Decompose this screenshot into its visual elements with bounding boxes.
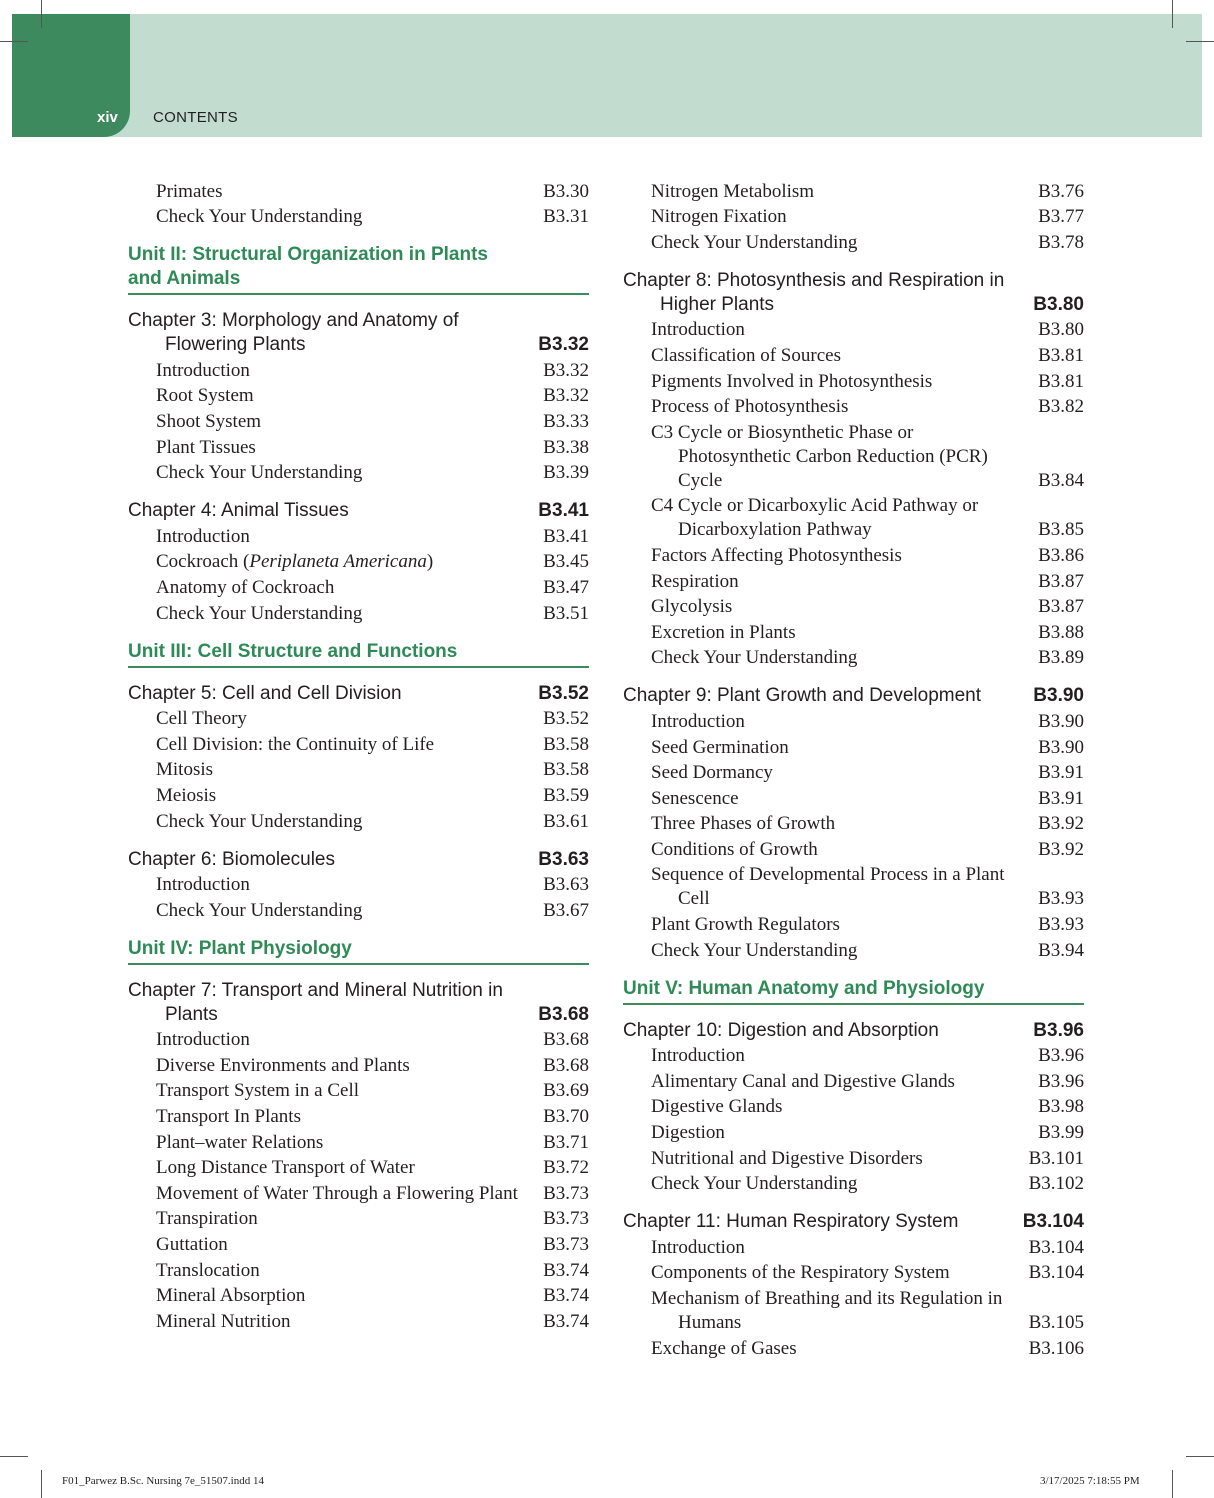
entry-page: B3.94 — [1038, 939, 1084, 961]
chapter-title: Chapter 9: Plant Growth and Development — [623, 685, 982, 707]
chapter-page: B3.52 — [538, 682, 589, 704]
entry-page: B3.84 — [1038, 469, 1084, 491]
entry-page: B3.99 — [1038, 1122, 1084, 1144]
entry-title: Anatomy of Cockroach — [156, 576, 335, 598]
chapter-title: Chapter 5: Cell and Cell Division — [128, 682, 402, 704]
entry-page: B3.104 — [1028, 1236, 1084, 1258]
crop-mark — [0, 1456, 28, 1457]
entry-title: Check Your Understanding — [156, 206, 363, 228]
toc-entry[interactable] — [128, 1028, 589, 1052]
toc-entry[interactable] — [128, 1156, 589, 1180]
toc-entry[interactable] — [623, 787, 1084, 811]
crop-mark — [41, 1470, 42, 1498]
entry-title: C3 Cycle or Biosynthetic Phase or Photosynthetic Carbon Reduction (PCR) Cycle — [651, 421, 988, 491]
entry-page: B3.90 — [1038, 736, 1084, 758]
entry-page: B3.102 — [1028, 1173, 1084, 1195]
chapter-title: Chapter 10: Digestion and Absorption — [623, 1019, 939, 1041]
toc-entry[interactable] — [128, 733, 589, 757]
toc-entry[interactable] — [128, 205, 589, 229]
entry-page: B3.85 — [1038, 519, 1084, 541]
toc-entry[interactable] — [623, 863, 1084, 911]
entry-title: Check Your Understanding — [156, 602, 363, 624]
entry-title: Nitrogen Fixation — [651, 206, 787, 228]
toc-entry[interactable] — [623, 1287, 1084, 1335]
entry-title: Transpiration — [156, 1208, 258, 1230]
toc-entry[interactable] — [623, 812, 1084, 836]
entry-title: Nitrogen Metabolism — [651, 180, 815, 202]
toc-entry[interactable] — [128, 359, 589, 383]
toc-entry[interactable] — [128, 1310, 589, 1334]
toc-entry[interactable] — [128, 1233, 589, 1257]
page-number: xiv — [97, 109, 118, 126]
toc-entry[interactable] — [128, 873, 589, 897]
entry-page: B3.76 — [1038, 180, 1084, 202]
chapter-entry[interactable] — [623, 1019, 1084, 1043]
entry-page: B3.63 — [543, 874, 589, 896]
entry-title: Components of the Respiratory System — [651, 1262, 950, 1284]
entry-title: Seed Dormancy — [651, 762, 773, 784]
entry-title: Pigments Involved in Photosynthesis — [651, 370, 933, 392]
entry-page: B3.87 — [1038, 596, 1084, 618]
entry-title: Check Your Understanding — [156, 462, 363, 484]
entry-title: Check Your Understanding — [651, 647, 858, 669]
entry-title: Sequence of Developmental Process in a Plant Cell — [651, 864, 1005, 910]
entry-page: B3.74 — [543, 1259, 589, 1281]
toc-entry[interactable] — [623, 1044, 1084, 1068]
toc-entry[interactable] — [128, 1105, 589, 1129]
entry-title: Guttation — [156, 1234, 228, 1256]
entry-page: B3.77 — [1038, 206, 1084, 228]
toc-entry[interactable] — [128, 436, 589, 460]
entry-title: Transport System in a Cell — [156, 1080, 360, 1102]
toc-entry[interactable] — [623, 1261, 1084, 1285]
chapter-title: Chapter 6: Biomolecules — [128, 848, 335, 870]
chapter-title: Chapter 8: Photosynthesis and Respiration in Higher Plants — [623, 269, 1005, 315]
entry-title: Movement of Water Through a Flowering Plant — [156, 1182, 518, 1204]
entry-page: B3.58 — [543, 733, 589, 755]
entry-page: B3.92 — [1038, 813, 1084, 835]
chapter-title: Chapter 4: Animal Tissues — [128, 500, 349, 522]
entry-title: Check Your Understanding — [651, 939, 858, 961]
unit-heading: Unit V: Human Anatomy and Physiology — [623, 977, 1084, 1005]
entry-title: Introduction — [156, 359, 250, 381]
chapter-entry[interactable] — [623, 684, 1084, 708]
toc-entry[interactable] — [623, 1121, 1084, 1145]
entry-title: Cell Theory — [156, 708, 247, 730]
entry-page: B3.38 — [543, 436, 589, 458]
chapter-entry[interactable] — [623, 1210, 1084, 1234]
entry-page: B3.45 — [543, 551, 589, 573]
chapter-entry[interactable] — [128, 848, 589, 872]
toc-entry[interactable] — [623, 494, 1084, 542]
entry-title: Classification of Sources — [651, 344, 841, 366]
chapter-entry[interactable] — [128, 682, 589, 706]
toc-entry[interactable] — [623, 395, 1084, 419]
entry-title: Meiosis — [156, 784, 217, 806]
entry-page: B3.81 — [1038, 370, 1084, 392]
chapter-entry[interactable] — [128, 309, 589, 357]
entry-title: Introduction — [156, 1029, 250, 1051]
toc-entry[interactable] — [623, 370, 1084, 394]
entry-page: B3.74 — [543, 1285, 589, 1307]
entry-page: B3.52 — [543, 708, 589, 730]
chapter-entry[interactable] — [128, 499, 589, 523]
entry-title: Primates — [156, 180, 223, 202]
chapter-page: B3.32 — [538, 334, 589, 356]
toc-entry[interactable] — [128, 180, 589, 204]
toc-entry[interactable] — [623, 1095, 1084, 1119]
entry-title: Introduction — [156, 874, 250, 896]
entry-page: B3.92 — [1038, 838, 1084, 860]
crop-mark — [1186, 41, 1214, 42]
entry-title: Digestive Glands — [651, 1096, 783, 1118]
chapter-page: B3.80 — [1033, 293, 1084, 315]
entry-page: B3.31 — [543, 206, 589, 228]
toc-entry[interactable] — [128, 1259, 589, 1283]
entry-title: Introduction — [651, 319, 745, 341]
crop-mark — [1172, 1470, 1173, 1498]
entry-title: Mitosis — [156, 759, 214, 781]
toc-entry[interactable] — [128, 550, 589, 574]
entry-page: B3.61 — [543, 810, 589, 832]
entry-title: Excretion in Plants — [651, 621, 796, 643]
entry-page: B3.72 — [543, 1157, 589, 1179]
unit-heading: Unit II: Structural Organization in Plants and Animals — [128, 243, 589, 295]
entry-page: B3.105 — [1028, 1312, 1084, 1333]
entry-page: B3.39 — [543, 462, 589, 484]
chapter-page: B3.63 — [538, 848, 589, 870]
entry-page: B3.67 — [543, 899, 589, 921]
toc-right-column — [623, 178, 1084, 1361]
unit-heading: Unit III: Cell Structure and Functions — [128, 640, 589, 668]
entry-title: Process of Photosynthesis — [651, 396, 849, 418]
toc-entry[interactable] — [623, 180, 1084, 204]
entry-page: B3.101 — [1028, 1147, 1084, 1169]
chapter-page: B3.90 — [1033, 685, 1084, 707]
entry-page: B3.90 — [1038, 710, 1084, 732]
entry-page: B3.74 — [543, 1310, 589, 1332]
entry-title: Conditions of Growth — [651, 838, 818, 860]
entry-title-italic: Periplaneta Americana — [249, 551, 427, 573]
entry-page: B3.93 — [1038, 888, 1084, 910]
entry-page: B3.87 — [1038, 570, 1084, 592]
entry-page: B3.96 — [1038, 1070, 1084, 1092]
entry-page: B3.59 — [543, 784, 589, 806]
crop-mark — [1172, 0, 1173, 28]
entry-page: B3.41 — [543, 525, 589, 547]
entry-page: B3.91 — [1038, 762, 1084, 784]
entry-title: Digestion — [651, 1122, 725, 1144]
toc-entry[interactable] — [623, 736, 1084, 760]
entry-title: Seed Germination — [651, 736, 789, 758]
chapter-page: B3.104 — [1022, 1211, 1084, 1233]
toc-entry[interactable] — [623, 1337, 1084, 1361]
entry-title: Factors Affecting Photosynthesis — [651, 544, 902, 566]
chapter-title: Chapter 3: Morphology and Anatomy of Flowering Plants — [128, 310, 459, 356]
footer-file-info: F01_Parwez B.Sc. Nursing 7e_51507.indd 14 — [62, 1475, 264, 1487]
entry-page: B3.69 — [543, 1080, 589, 1102]
entry-title: Three Phases of Growth — [651, 813, 836, 835]
chapter-title: Chapter 7: Transport and Mineral Nutrition in Plants — [128, 979, 503, 1025]
chapter-page: B3.96 — [1033, 1019, 1084, 1041]
toc-entry[interactable] — [128, 525, 589, 549]
toc-entry[interactable] — [623, 570, 1084, 594]
unit-heading: Unit IV: Plant Physiology — [128, 937, 589, 965]
toc-entry[interactable] — [128, 1054, 589, 1078]
entry-title: Nutritional and Digestive Disorders — [651, 1147, 923, 1169]
entry-title: Alimentary Canal and Digestive Glands — [651, 1070, 955, 1092]
entry-page: B3.58 — [543, 759, 589, 781]
entry-title: Mechanism of Breathing and its Regulation in Humans — [651, 1288, 1003, 1333]
entry-title-start: Cockroach ( — [156, 551, 250, 573]
chapter-entry[interactable] — [128, 979, 589, 1027]
toc-entry[interactable] — [623, 595, 1084, 619]
entry-title: Senescence — [651, 787, 739, 809]
entry-title: Plant Tissues — [156, 436, 256, 458]
entry-title: Shoot System — [156, 410, 262, 432]
toc-entry[interactable] — [623, 1172, 1084, 1196]
entry-page: B3.32 — [543, 385, 589, 407]
entry-title: Plant Growth Regulators — [651, 914, 840, 936]
entry-page: B3.47 — [543, 576, 589, 598]
entry-page: B3.96 — [1038, 1045, 1084, 1067]
toc-entry[interactable] — [128, 784, 589, 808]
entry-title: Transport In Plants — [156, 1106, 301, 1128]
toc-entry[interactable] — [623, 544, 1084, 568]
entry-title: Check Your Understanding — [156, 899, 363, 921]
entry-page: B3.73 — [543, 1208, 589, 1230]
entry-title: Translocation — [156, 1259, 260, 1281]
entry-page: B3.32 — [543, 359, 589, 381]
chapter-page: B3.68 — [538, 1003, 589, 1025]
toc-entry[interactable] — [128, 602, 589, 626]
entry-page: B3.82 — [1038, 396, 1084, 418]
toc-entry[interactable] — [623, 621, 1084, 645]
entry-page: B3.70 — [543, 1106, 589, 1128]
toc-entry[interactable] — [128, 899, 589, 923]
entry-title: Introduction — [156, 525, 250, 547]
entry-title: Diverse Environments and Plants — [156, 1054, 410, 1076]
entry-title — [156, 550, 535, 574]
toc-entry[interactable] — [623, 1147, 1084, 1171]
entry-page: B3.93 — [1038, 914, 1084, 936]
entry-page: B3.89 — [1038, 647, 1084, 669]
entry-page: B3.88 — [1038, 621, 1084, 643]
toc-entry[interactable] — [623, 231, 1084, 255]
toc-left-column — [128, 178, 589, 1334]
entry-title: Cell Division: the Continuity of Life — [156, 733, 435, 755]
entry-title: Exchange of Gases — [651, 1337, 797, 1359]
toc-entry[interactable] — [623, 710, 1084, 734]
entry-page: B3.68 — [543, 1054, 589, 1076]
entry-title: Mineral Absorption — [156, 1285, 306, 1307]
entry-title: Root System — [156, 385, 254, 407]
entry-page: B3.106 — [1028, 1337, 1084, 1359]
toc-entry[interactable] — [128, 576, 589, 600]
entry-page: B3.30 — [543, 180, 589, 202]
entry-title: Plant–water Relations — [156, 1131, 324, 1153]
toc-entry[interactable] — [128, 384, 589, 408]
toc-entry[interactable] — [128, 810, 589, 834]
toc-entry[interactable] — [623, 205, 1084, 229]
entry-title: Check Your Understanding — [651, 1173, 858, 1195]
footer-timestamp: 3/17/2025 7:18:55 PM — [1040, 1475, 1140, 1487]
crop-mark — [41, 0, 42, 28]
entry-page: B3.33 — [543, 410, 589, 432]
toc-entry[interactable] — [128, 1131, 589, 1155]
entry-title: Mineral Nutrition — [156, 1310, 291, 1332]
toc-entry[interactable] — [623, 646, 1084, 670]
entry-page: B3.80 — [1038, 319, 1084, 341]
toc-entry[interactable] — [128, 461, 589, 485]
entry-title: Introduction — [651, 1236, 745, 1258]
entry-page: B3.91 — [1038, 787, 1084, 809]
entry-page: B3.68 — [543, 1029, 589, 1051]
toc-entry[interactable] — [128, 1182, 589, 1206]
entry-page: B3.78 — [1038, 231, 1084, 253]
crop-mark — [0, 41, 28, 42]
entry-title: Respiration — [651, 570, 739, 592]
entry-page: B3.104 — [1028, 1262, 1084, 1284]
toc-entry[interactable] — [128, 1207, 589, 1231]
chapter-entry[interactable] — [623, 269, 1084, 317]
entry-page: B3.51 — [543, 602, 589, 624]
toc-entry[interactable] — [128, 1079, 589, 1103]
entry-page: B3.81 — [1038, 344, 1084, 366]
toc-entry[interactable] — [128, 758, 589, 782]
entry-page: B3.73 — [543, 1182, 589, 1204]
entry-title: Introduction — [651, 710, 745, 732]
entry-title: Glycolysis — [651, 596, 733, 618]
entry-title: Check Your Understanding — [156, 810, 363, 832]
toc-entry[interactable] — [128, 707, 589, 731]
entry-page: B3.73 — [543, 1234, 589, 1256]
toc-entry[interactable] — [623, 318, 1084, 342]
toc-entry[interactable] — [128, 1284, 589, 1308]
entry-title-end: ) — [426, 551, 434, 573]
entry-page: B3.71 — [543, 1131, 589, 1153]
entry-title: Introduction — [651, 1045, 745, 1067]
toc-entry[interactable] — [623, 913, 1084, 937]
toc-entry[interactable] — [623, 1070, 1084, 1094]
toc-entry[interactable] — [623, 1236, 1084, 1260]
entry-title: Long Distance Transport of Water — [156, 1157, 415, 1179]
toc-entry[interactable] — [623, 421, 1084, 493]
toc-entry[interactable] — [623, 838, 1084, 862]
entry-title: C4 Cycle or Dicarboxylic Acid Pathway or Dicarboxylation Pathway — [651, 495, 979, 541]
entry-page: B3.86 — [1038, 544, 1084, 566]
chapter-title: Chapter 11: Human Respiratory System — [623, 1211, 959, 1233]
toc-entry[interactable] — [623, 761, 1084, 785]
crop-mark — [1186, 1456, 1214, 1457]
entry-title: Check Your Understanding — [651, 231, 858, 253]
section-label: CONTENTS — [153, 109, 238, 126]
chapter-page: B3.41 — [538, 500, 589, 522]
toc-entry[interactable] — [623, 939, 1084, 963]
toc-entry[interactable] — [128, 410, 589, 434]
entry-page: B3.98 — [1038, 1096, 1084, 1118]
toc-entry[interactable] — [623, 344, 1084, 368]
